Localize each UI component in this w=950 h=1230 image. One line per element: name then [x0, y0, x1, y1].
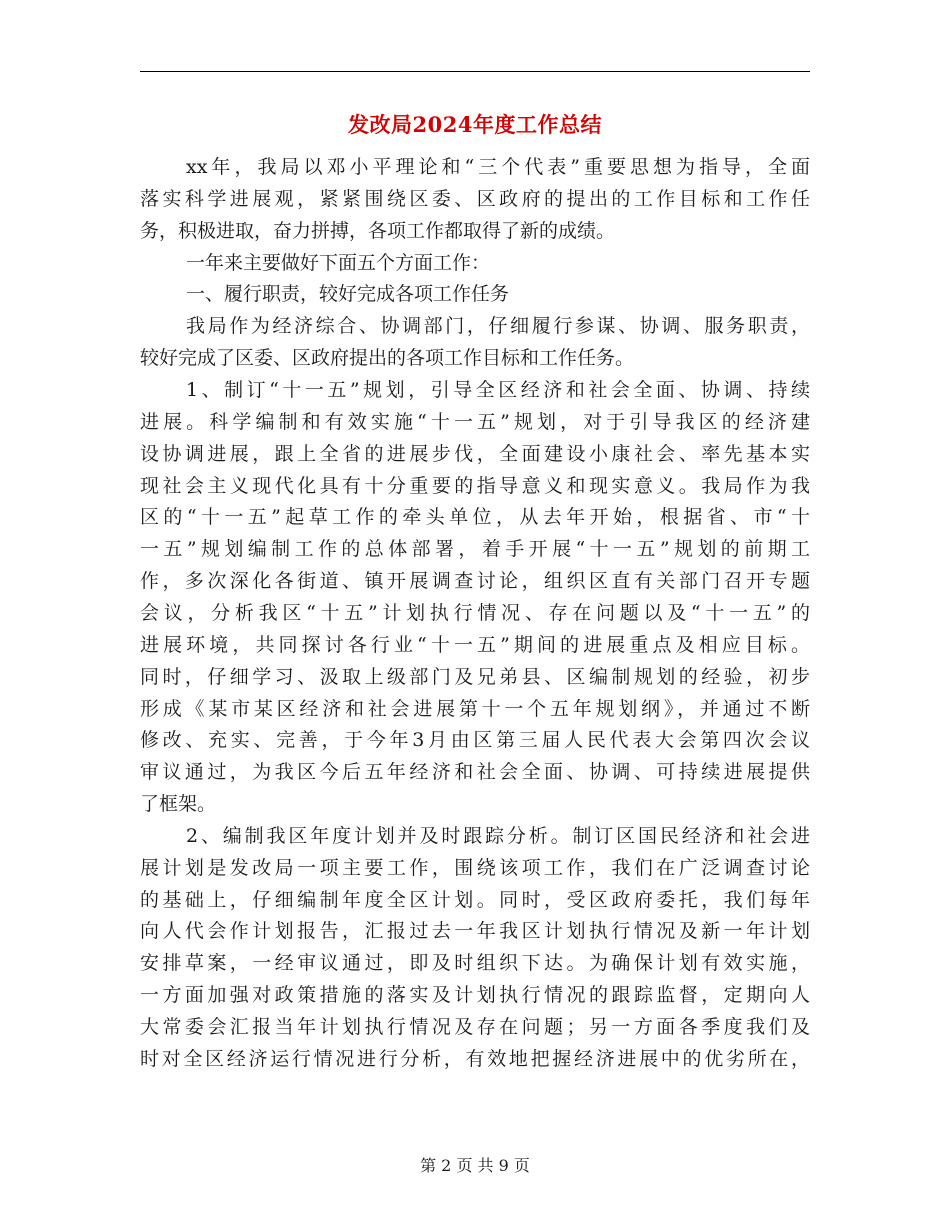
paragraph-line: 现社会主义现代化具有十分重要的指导意义和现实意义。我局作为我: [140, 474, 810, 497]
paragraph-line: 一五”规划编制工作的总体部署，着手开展“十一五”规划的前期工: [140, 538, 810, 561]
document-title: 发改局2024年度工作总结: [348, 112, 602, 137]
paragraph-line: 同时，仔细学习、汲取上级部门及兄弟县、区编制规划的经验，初步: [140, 665, 810, 688]
paragraph-line: 会议，分析我区“十五”计划执行情况、存在问题以及“十一五”的: [140, 601, 810, 624]
paragraph-line: 展计划是发改局一项主要工作，围绕该项工作，我们在广泛调查讨论: [140, 856, 810, 879]
paragraph-line: 作，多次深化各街道、镇开展调查讨论，组织区直有关部门召开专题: [140, 570, 810, 592]
paragraph-line: 一、履行职责，较好完成各项工作任务: [186, 283, 510, 306]
paragraph-line: 进展环境，共同探讨各行业“十一五”期间的进展重点及相应目标。: [140, 633, 810, 656]
paragraph-line: 修改、充实、完善，于今年3月由区第三届人民代表大会第四次会议: [140, 729, 810, 752]
paragraph-line: 区的“十一五”起草工作的牵头单位，从去年开始，根据省、市“十: [140, 506, 810, 529]
header-rule: [140, 71, 810, 72]
paragraph-line: 时对全区经济运行情况进行分析，有效地把握经济进展中的优劣所在，: [140, 1047, 810, 1070]
paragraph-line: 安排草案，一经审议通过，即及时组织下达。为确保计划有效实施，: [140, 952, 810, 975]
paragraph-line: 的基础上，仔细编制年度全区计划。同时，受区政府委托，我们每年: [140, 888, 810, 911]
paragraph-line: 了框架。: [140, 793, 217, 815]
paragraph-line: 设协调进展，跟上全省的进展步伐，全面建设小康社会、率先基本实: [140, 442, 810, 465]
paragraph-line: 大常委会汇报当年计划执行情况及存在问题；另一方面各季度我们及: [140, 1016, 810, 1038]
paragraph-line: 审议通过，为我区今后五年经济和社会全面、协调、可持续进展提供: [140, 761, 810, 784]
paragraph-line: 落实科学进展观，紧紧围绕区委、区政府的提出的工作目标和工作任: [140, 187, 810, 210]
paragraph-line: xx年，我局以邓小平理论和“三个代表”重要思想为指导，全面: [186, 156, 810, 178]
paragraph-line: 务，积极进取，奋力拼搏，各项工作都取得了新的成绩。: [140, 219, 616, 242]
paragraph-line: 形成《某市某区经济和社会进展第十一个五年规划纲》，并通过不断: [140, 697, 810, 720]
paragraph-line: 进展。科学编制和有效实施“十一五”规划，对于引导我区的经济建: [140, 410, 810, 433]
paragraph-line: 2、编制我区年度计划并及时跟踪分析。制订区国民经济和社会进: [186, 824, 810, 847]
paragraph-line: 一方面加强对政策措施的落实及计划执行情况的跟踪监督，定期向人: [140, 984, 810, 1007]
page-footer: 第 2 页 共 9 页: [420, 1156, 530, 1175]
paragraph-line: 一年来主要做好下面五个方面工作：: [186, 251, 491, 274]
paragraph-line: 1、制订“十一五”规划，引导全区经济和社会全面、协调、持续: [186, 379, 810, 401]
paragraph-line: 较好完成了区委、区政府提出的各项工作目标和工作任务。: [140, 347, 635, 370]
paragraph-line: 向人代会作计划报告，汇报过去一年我区计划执行情况及新一年计划: [140, 920, 810, 943]
paragraph-line: 我局作为经济综合、协调部门，仔细履行参谋、协调、服务职责，: [186, 315, 810, 338]
